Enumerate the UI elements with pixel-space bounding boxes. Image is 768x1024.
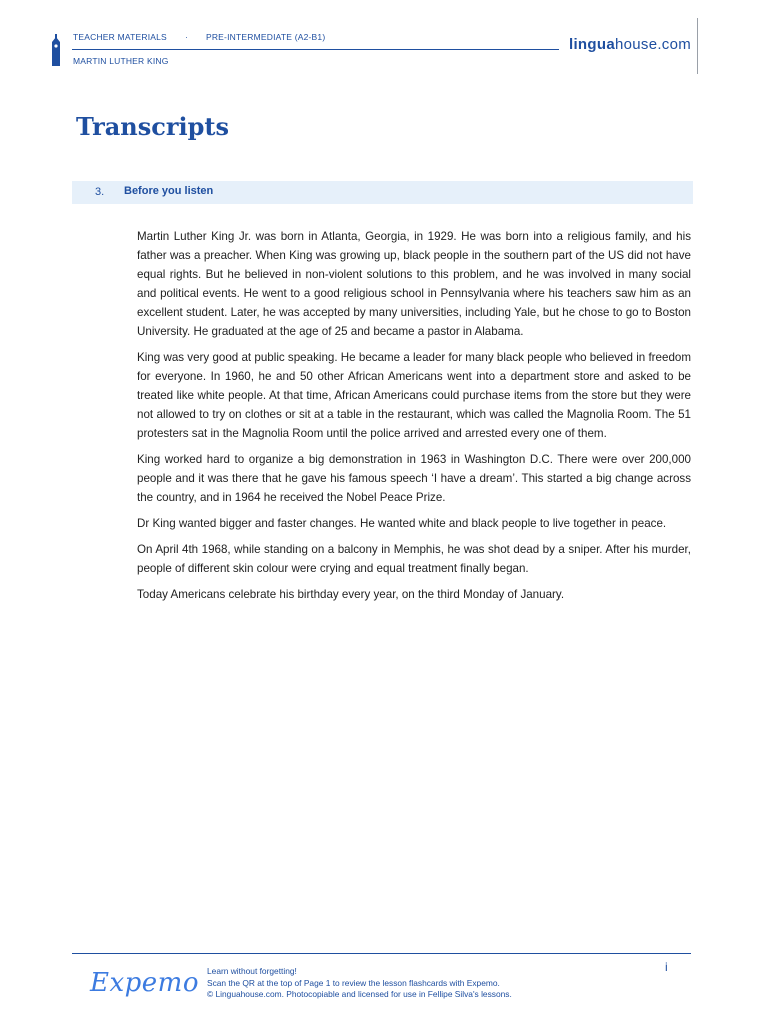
header-vertical-rule bbox=[697, 18, 698, 74]
brand-rest: house.com bbox=[614, 36, 692, 53]
footer-tagline: Learn without forgetting! bbox=[207, 966, 297, 976]
brand-logo bbox=[569, 36, 691, 53]
header-category: TEACHER MATERIALS bbox=[73, 32, 167, 42]
page-number: i bbox=[665, 960, 668, 974]
transcript-paragraph: Dr King wanted bigger and faster changes. He wanted white and black people to live together in peace. bbox=[137, 517, 667, 530]
transcript-paragraph: King worked hard to organize a big demonstration in 1963 in Washington D.C. There were over 200,000 people and it was there that he gave his famous speech ‘I have a dream’. This started a big change across the country, and in 1964 he received the Nobel Peace Prize. bbox=[137, 453, 691, 504]
header-divider bbox=[72, 49, 559, 50]
page-title: Transcripts bbox=[76, 112, 230, 141]
header-separator: · bbox=[184, 32, 188, 42]
footer-divider bbox=[72, 953, 691, 954]
footer-qr-note: Scan the QR at the top of Page 1 to review the lesson flashcards with Expemo. bbox=[207, 977, 500, 988]
footer-text bbox=[207, 966, 512, 1001]
transcript-paragraph: King was very good at public speaking. He became a leader for many black people who believed in freedom for everyone. In 1960, he and 50 other African Americans went into a department store and asked to be treated like white people. At that time, African Americans could purchase items from the store but they were not allowed to try on clothes or sit at a table in the restaurant, which was called the Magnolia Room. The 51 protesters sat in the Magnolia Room until the police arrived and arrested every one of them. bbox=[137, 351, 691, 440]
transcript-body bbox=[137, 227, 691, 611]
header-lesson-name: MARTIN LUTHER KING bbox=[73, 56, 169, 66]
section-number: 3. bbox=[95, 186, 105, 198]
transcript-paragraph: Today Americans celebrate his birthday every year, on the third Monday of January. bbox=[137, 588, 565, 601]
transcript-paragraph: Martin Luther King Jr. was born in Atlanta, Georgia, in 1929. He was born into a religious family, and his father was a preacher. When King was growing up, black people in the southern part of the US did not have equal rights. But he believed in non-violent solutions to this problem, and he was involved in many social and political events. He went to a good religious school in Pennsylvania where his teachers saw him as an excellent student. Later, he was accepted by many universities, including Yale, but he chose to go to Boston University. He graduated at the age of 25 and became a pastor in Alabama. bbox=[137, 230, 691, 338]
section-title: Before you listen bbox=[124, 185, 214, 197]
transcript-paragraph: On April 4th 1968, while standing on a balcony in Memphis, he was shot dead by a sniper. After his murder, people of different skin colour were crying and equal treatment finally began. bbox=[137, 543, 691, 575]
tower-logo-icon bbox=[50, 34, 62, 66]
footer-copyright: © Linguahouse.com. Photocopiable and licensed for use in Fellipe Silva's lessons. bbox=[207, 989, 512, 999]
header-level: PRE-INTERMEDIATE (A2-B1) bbox=[205, 32, 326, 42]
expemo-logo: Expemo bbox=[90, 968, 199, 998]
header-breadcrumb bbox=[73, 32, 325, 42]
brand-bold: lingua bbox=[569, 36, 615, 53]
